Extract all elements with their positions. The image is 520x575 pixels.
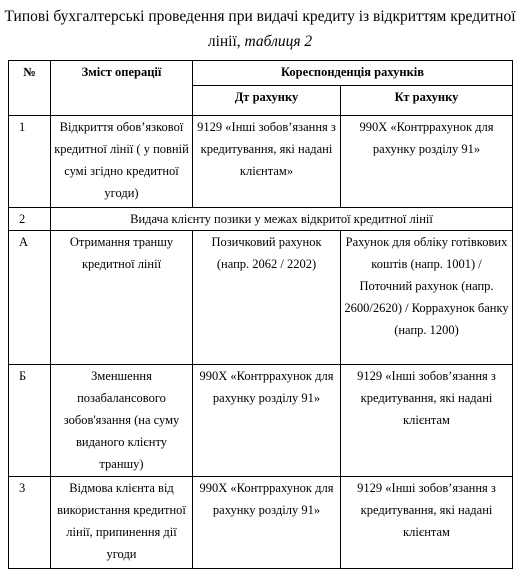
row-debit: Позичковий рахунок (напр. 2062 / 2202) bbox=[193, 231, 341, 365]
row-num: Б bbox=[9, 365, 51, 477]
row-content: Зменшення позабалансового зобов'язання (на суму виданого клієнту траншу) bbox=[51, 365, 193, 477]
accounting-table bbox=[8, 60, 513, 569]
row-credit: 9129 «Інші зобов’язання з кредитування, які надані клієнтам bbox=[341, 365, 513, 477]
table-row bbox=[9, 116, 513, 208]
header-correspondence: Кореспонденція рахунків bbox=[193, 61, 513, 86]
table-row bbox=[9, 365, 513, 477]
row-content: Отримання траншу кредитної лінії bbox=[51, 231, 193, 365]
row-content: Відмова клієнта від використання кредитної лінії, припинення дії угоди bbox=[51, 477, 193, 569]
row-span-text: Видача клієнту позики у межах відкритої кредитної лінії bbox=[51, 208, 513, 231]
row-num: А bbox=[9, 231, 51, 365]
title-main: Типові бухгалтерські проведення при видачі кредиту із відкриттям кредитної лінії, bbox=[4, 8, 516, 50]
table-row bbox=[9, 477, 513, 569]
header-credit: Кт рахунку bbox=[341, 86, 513, 116]
row-debit: 9129 «Інші зобов’язання з кредитування, які надані клієнтам» bbox=[193, 116, 341, 208]
row-num: 1 bbox=[9, 116, 51, 208]
row-num: 3 bbox=[9, 477, 51, 569]
row-num: 2 bbox=[9, 208, 51, 231]
table-row bbox=[9, 208, 513, 231]
header-num: № bbox=[9, 61, 51, 116]
row-credit: Рахунок для обліку готівкових коштів (напр. 1001) / Поточний рахунок (напр. 2600/2620) / Коррахунок банку (напр. 1200) bbox=[341, 231, 513, 365]
row-credit: 990Х «Контррахунок для рахунку розділу 91» bbox=[341, 116, 513, 208]
table-row bbox=[9, 231, 513, 365]
header-debit: Дт рахунку bbox=[193, 86, 341, 116]
row-content: Відкриття обов’язкової кредитної лінії ( у повній сумі згідно кредитної угоди) bbox=[51, 116, 193, 208]
table-title bbox=[0, 4, 520, 54]
row-credit: 9129 «Інші зобов’язання з кредитування, які надані клієнтам bbox=[341, 477, 513, 569]
header-content: Зміст операції bbox=[51, 61, 193, 116]
row-debit: 990Х «Контррахунок для рахунку розділу 91» bbox=[193, 477, 341, 569]
row-debit: 990Х «Контррахунок для рахунку розділу 91» bbox=[193, 365, 341, 477]
title-suffix: таблиця 2 bbox=[244, 33, 313, 50]
